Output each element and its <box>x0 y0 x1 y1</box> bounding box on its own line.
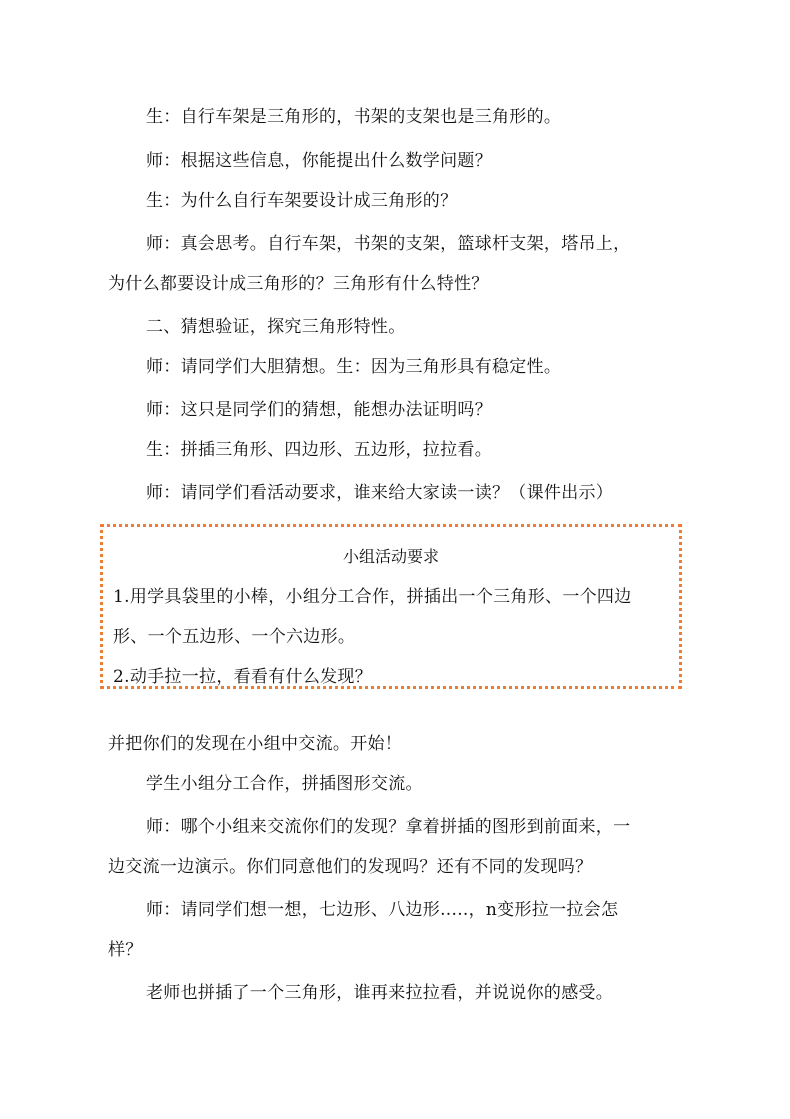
paragraph-teacher-guess: 师：请同学们大胆猜想。生：因为三角形具有稳定性。 <box>146 357 562 377</box>
paragraph-teacher-praise-continued: 为什么都要设计成三角形的？三角形有什么特性？ <box>108 274 489 294</box>
section-heading-guess-verify: 二、猜想验证，探究三角形特性。 <box>146 317 406 337</box>
paragraph-teacher-triangle: 老师也拼插了一个三角形，谁再来拉拉看，并说说你的感受。 <box>146 983 614 1003</box>
paragraph-student-why: 生：为什么自行车架要设计成三角形的？ <box>146 191 458 211</box>
paragraph-teacher-read-requirements: 师：请同学们看活动要求，谁来给大家读一读？（课件出示） <box>146 483 614 503</box>
paragraph-teacher-polygons: 师：请同学们想一想，七边形、八边形.....，n变形拉一拉会怎 <box>146 900 619 920</box>
activity-requirements-box <box>100 524 682 689</box>
paragraph-teacher-question: 师：根据这些信息，你能提出什么数学问题？ <box>146 151 492 171</box>
paragraph-share-findings: 并把你们的发现在小组中交流。开始！ <box>108 734 403 754</box>
activity-box-title: 小组活动要求 <box>342 547 439 566</box>
paragraph-teacher-praise: 师：真会思考。自行车架，书架的支架，篮球杆支架，塔吊上， <box>146 234 631 254</box>
paragraph-student-assemble: 生：拼插三角形、四边形、五边形，拉拉看。 <box>146 440 492 460</box>
paragraph-teacher-polygons-continued: 样？ <box>108 940 143 960</box>
paragraph-students-cooperate: 学生小组分工合作，拼插图形交流。 <box>146 774 423 794</box>
activity-box-line-2: 形、一个五边形、一个六边形。 <box>113 627 356 647</box>
paragraph-teacher-which-group: 师：哪个小组来交流你们的发现？拿着拼插的图形到前面来，一 <box>146 817 631 837</box>
activity-box-line-1: 1.用学具袋里的小棒，小组分工合作，拼插出一个三角形、一个四边 <box>113 587 632 607</box>
paragraph-teacher-which-group-continued: 边交流一边演示。你们同意他们的发现吗？还有不同的发现吗？ <box>108 857 593 877</box>
paragraph-teacher-prove: 师：这只是同学们的猜想，能想办法证明吗？ <box>146 400 492 420</box>
paragraph-student-bike-frame: 生：自行车架是三角形的，书架的支架也是三角形的。 <box>146 107 562 127</box>
activity-box-line-3: 2.动手拉一拉，看看有什么发现？ <box>113 667 373 687</box>
